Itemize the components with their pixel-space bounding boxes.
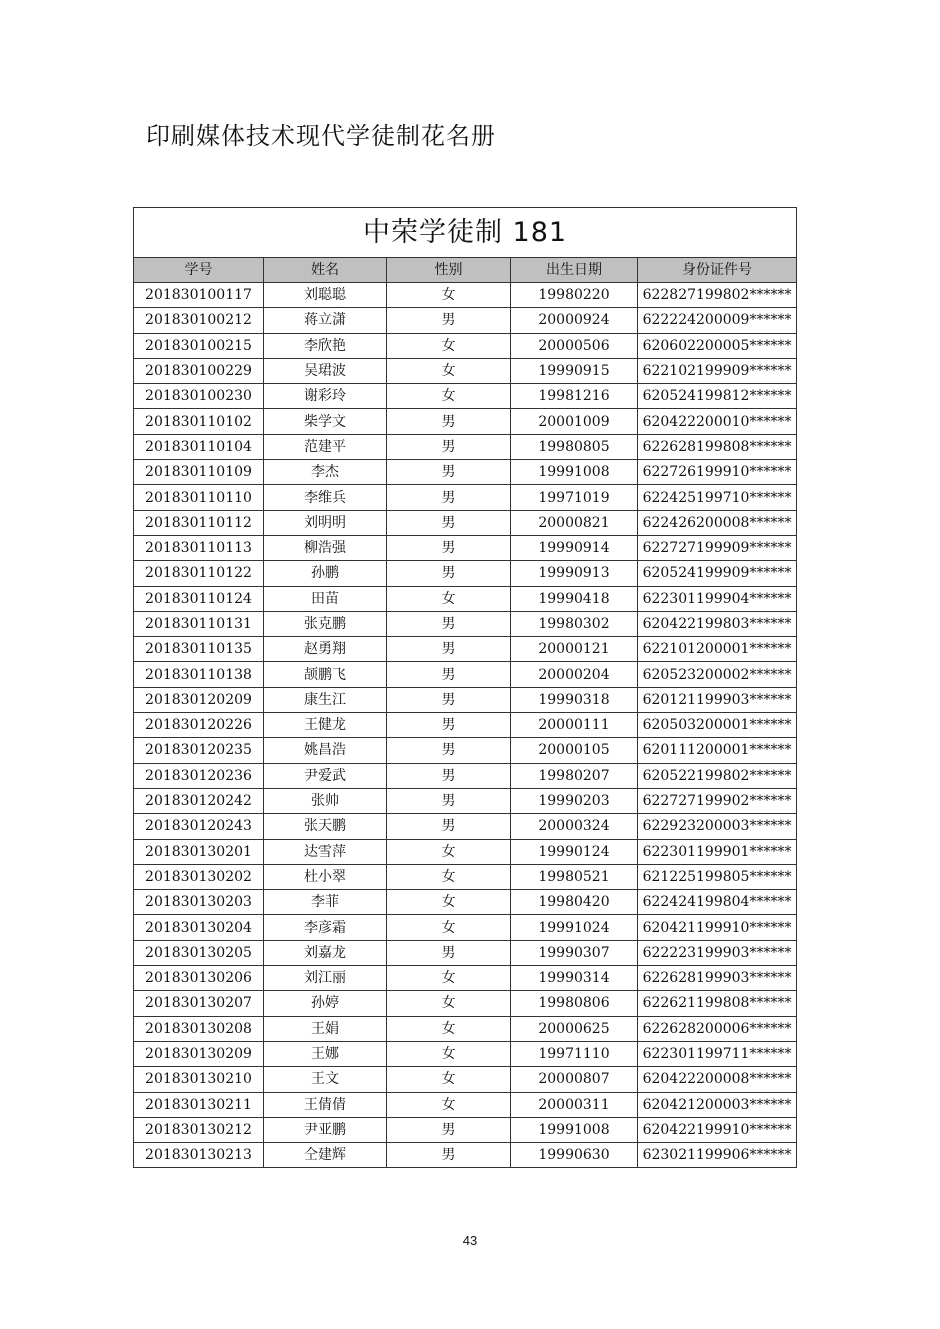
gender-cell: 男 [387, 611, 511, 636]
id-number-cell: 620524199909****** [638, 561, 797, 586]
id-number-cell: 620111200001****** [638, 738, 797, 763]
table-row [134, 358, 797, 383]
student-id-cell: 201830110113 [134, 535, 264, 560]
gender-cell: 女 [387, 1092, 511, 1117]
student-id-cell: 201830130205 [134, 940, 264, 965]
name-cell: 李杰 [264, 460, 387, 485]
id-number-cell: 622102199909****** [638, 358, 797, 383]
name-cell: 王健龙 [264, 713, 387, 738]
table-row [134, 561, 797, 586]
birth-date-cell: 20000311 [511, 1092, 638, 1117]
student-id-cell: 201830110109 [134, 460, 264, 485]
table-row [134, 586, 797, 611]
id-number-cell: 620422200008****** [638, 1067, 797, 1092]
header-gender: 性别 [387, 258, 511, 283]
table-row [134, 662, 797, 687]
gender-cell: 女 [387, 333, 511, 358]
id-number-cell: 622727199902****** [638, 788, 797, 813]
student-id-cell: 201830130207 [134, 991, 264, 1016]
gender-cell: 男 [387, 662, 511, 687]
name-cell: 孙鹏 [264, 561, 387, 586]
birth-date-cell: 19990630 [511, 1143, 638, 1168]
header-birth-date: 出生日期 [511, 258, 638, 283]
table-row [134, 485, 797, 510]
header-id-number: 身份证件号 [638, 258, 797, 283]
name-cell: 刘聪聪 [264, 283, 387, 308]
gender-cell: 男 [387, 637, 511, 662]
name-cell: 张天鹏 [264, 814, 387, 839]
name-cell: 田苗 [264, 586, 387, 611]
gender-cell: 男 [387, 434, 511, 459]
id-number-cell: 622628200006****** [638, 1016, 797, 1041]
id-number-cell: 620121199903****** [638, 687, 797, 712]
student-id-cell: 201830100117 [134, 283, 264, 308]
id-number-cell: 621225199805****** [638, 864, 797, 889]
birth-date-cell: 19980207 [511, 763, 638, 788]
id-number-cell: 620522199802****** [638, 763, 797, 788]
student-id-cell: 201830130209 [134, 1041, 264, 1066]
gender-cell: 男 [387, 687, 511, 712]
id-number-cell: 622301199904****** [638, 586, 797, 611]
table-row [134, 763, 797, 788]
id-number-cell: 620523200002****** [638, 662, 797, 687]
name-cell: 李彦霜 [264, 915, 387, 940]
student-id-cell: 201830130206 [134, 966, 264, 991]
table-row [134, 788, 797, 813]
name-cell: 柳浩强 [264, 535, 387, 560]
gender-cell: 男 [387, 460, 511, 485]
student-id-cell: 201830100215 [134, 333, 264, 358]
table-row [134, 611, 797, 636]
gender-cell: 男 [387, 763, 511, 788]
birth-date-cell: 19971019 [511, 485, 638, 510]
name-cell: 李维兵 [264, 485, 387, 510]
id-number-cell: 622727199909****** [638, 535, 797, 560]
student-id-cell: 201830130201 [134, 839, 264, 864]
birth-date-cell: 20000821 [511, 510, 638, 535]
birth-date-cell: 20000204 [511, 662, 638, 687]
table-row [134, 637, 797, 662]
name-cell: 蒋立潇 [264, 308, 387, 333]
gender-cell: 男 [387, 713, 511, 738]
birth-date-cell: 19980521 [511, 864, 638, 889]
name-cell: 柴学文 [264, 409, 387, 434]
table-header-row [134, 258, 797, 283]
name-cell: 谢彩玲 [264, 384, 387, 409]
birth-date-cell: 20000111 [511, 713, 638, 738]
table-row [134, 864, 797, 889]
birth-date-cell: 19980420 [511, 890, 638, 915]
name-cell: 赵勇翔 [264, 637, 387, 662]
table-row [134, 940, 797, 965]
birth-date-cell: 20000105 [511, 738, 638, 763]
name-cell: 吴珺波 [264, 358, 387, 383]
birth-date-cell: 20000625 [511, 1016, 638, 1041]
table-row [134, 409, 797, 434]
gender-cell: 男 [387, 940, 511, 965]
table-row [134, 991, 797, 1016]
gender-cell: 男 [387, 510, 511, 535]
table-row [134, 1143, 797, 1168]
birth-date-cell: 20000324 [511, 814, 638, 839]
gender-cell: 女 [387, 864, 511, 889]
gender-cell: 男 [387, 738, 511, 763]
birth-date-cell: 20001009 [511, 409, 638, 434]
table-row [134, 915, 797, 940]
birth-date-cell: 20000121 [511, 637, 638, 662]
name-cell: 张克鹏 [264, 611, 387, 636]
student-id-cell: 201830110112 [134, 510, 264, 535]
birth-date-cell: 19990203 [511, 788, 638, 813]
gender-cell: 男 [387, 788, 511, 813]
id-number-cell: 620602200005****** [638, 333, 797, 358]
name-cell: 仝建辉 [264, 1143, 387, 1168]
name-cell: 李菲 [264, 890, 387, 915]
gender-cell: 女 [387, 1041, 511, 1066]
table-row [134, 510, 797, 535]
table-row [134, 814, 797, 839]
table-row [134, 890, 797, 915]
student-id-cell: 201830120235 [134, 738, 264, 763]
student-id-cell: 201830130202 [134, 864, 264, 889]
gender-cell: 女 [387, 839, 511, 864]
table-row [134, 283, 797, 308]
student-id-cell: 201830120236 [134, 763, 264, 788]
table-row [134, 713, 797, 738]
id-number-cell: 620421199910****** [638, 915, 797, 940]
table-row [134, 1092, 797, 1117]
table-row [134, 1067, 797, 1092]
gender-cell: 女 [387, 915, 511, 940]
table-row [134, 308, 797, 333]
name-cell: 王娟 [264, 1016, 387, 1041]
student-id-cell: 201830130203 [134, 890, 264, 915]
page-number: 43 [462, 1233, 478, 1248]
student-id-cell: 201830110138 [134, 662, 264, 687]
birth-date-cell: 19980805 [511, 434, 638, 459]
gender-cell: 女 [387, 991, 511, 1016]
birth-date-cell: 19990318 [511, 687, 638, 712]
table-body [134, 283, 797, 1168]
table-row [134, 333, 797, 358]
id-number-cell: 620421200003****** [638, 1092, 797, 1117]
student-id-cell: 201830110131 [134, 611, 264, 636]
id-number-cell: 620422199803****** [638, 611, 797, 636]
student-id-cell: 201830110102 [134, 409, 264, 434]
table-caption: 中荣学徒制 181 [134, 208, 797, 258]
name-cell: 张帅 [264, 788, 387, 813]
table-row [134, 1117, 797, 1142]
id-number-cell: 622628199903****** [638, 966, 797, 991]
name-cell: 姚昌浩 [264, 738, 387, 763]
id-number-cell: 622923200003****** [638, 814, 797, 839]
id-number-cell: 622101200001****** [638, 637, 797, 662]
name-cell: 刘江丽 [264, 966, 387, 991]
id-number-cell: 622301199901****** [638, 839, 797, 864]
birth-date-cell: 19991024 [511, 915, 638, 940]
id-number-cell: 622224200009****** [638, 308, 797, 333]
id-number-cell: 623021199906****** [638, 1143, 797, 1168]
birth-date-cell: 20000807 [511, 1067, 638, 1092]
document-title: 印刷媒体技术现代学徒制花名册 [146, 122, 496, 150]
id-number-cell: 622425199710****** [638, 485, 797, 510]
name-cell: 达雪萍 [264, 839, 387, 864]
id-number-cell: 622426200008****** [638, 510, 797, 535]
table-row [134, 1041, 797, 1066]
gender-cell: 男 [387, 1117, 511, 1142]
name-cell: 王文 [264, 1067, 387, 1092]
name-cell: 李欣艳 [264, 333, 387, 358]
table-row [134, 738, 797, 763]
gender-cell: 男 [387, 308, 511, 333]
birth-date-cell: 19990307 [511, 940, 638, 965]
table-row [134, 384, 797, 409]
birth-date-cell: 19990314 [511, 966, 638, 991]
birth-date-cell: 19991008 [511, 460, 638, 485]
name-cell: 王娜 [264, 1041, 387, 1066]
student-id-cell: 201830110122 [134, 561, 264, 586]
birth-date-cell: 19980220 [511, 283, 638, 308]
gender-cell: 女 [387, 890, 511, 915]
id-number-cell: 622726199910****** [638, 460, 797, 485]
gender-cell: 女 [387, 1067, 511, 1092]
name-cell: 颉鹏飞 [264, 662, 387, 687]
id-number-cell: 620422200010****** [638, 409, 797, 434]
student-id-cell: 201830120242 [134, 788, 264, 813]
birth-date-cell: 20000924 [511, 308, 638, 333]
id-number-cell: 622223199903****** [638, 940, 797, 965]
name-cell: 刘明明 [264, 510, 387, 535]
birth-date-cell: 19971110 [511, 1041, 638, 1066]
student-id-cell: 201830130208 [134, 1016, 264, 1041]
header-student-id: 学号 [134, 258, 264, 283]
student-id-cell: 201830110135 [134, 637, 264, 662]
birth-date-cell: 19980302 [511, 611, 638, 636]
table-row [134, 535, 797, 560]
name-cell: 尹爱武 [264, 763, 387, 788]
name-cell: 康生江 [264, 687, 387, 712]
student-id-cell: 201830130204 [134, 915, 264, 940]
student-id-cell: 201830100230 [134, 384, 264, 409]
id-number-cell: 622424199804****** [638, 890, 797, 915]
student-id-cell: 201830100229 [134, 358, 264, 383]
id-number-cell: 622628199808****** [638, 434, 797, 459]
table-row [134, 1016, 797, 1041]
student-id-cell: 201830130211 [134, 1092, 264, 1117]
gender-cell: 女 [387, 1016, 511, 1041]
gender-cell: 女 [387, 283, 511, 308]
student-id-cell: 201830120243 [134, 814, 264, 839]
gender-cell: 男 [387, 409, 511, 434]
gender-cell: 男 [387, 1143, 511, 1168]
student-id-cell: 201830110110 [134, 485, 264, 510]
name-cell: 王倩倩 [264, 1092, 387, 1117]
id-number-cell: 622621199808****** [638, 991, 797, 1016]
birth-date-cell: 19990418 [511, 586, 638, 611]
table-row [134, 687, 797, 712]
birth-date-cell: 20000506 [511, 333, 638, 358]
birth-date-cell: 19991008 [511, 1117, 638, 1142]
gender-cell: 女 [387, 384, 511, 409]
birth-date-cell: 19990915 [511, 358, 638, 383]
roster-table [133, 207, 797, 1168]
gender-cell: 女 [387, 358, 511, 383]
gender-cell: 男 [387, 535, 511, 560]
id-number-cell: 620524199812****** [638, 384, 797, 409]
birth-date-cell: 19980806 [511, 991, 638, 1016]
table-row [134, 966, 797, 991]
student-id-cell: 201830110104 [134, 434, 264, 459]
gender-cell: 男 [387, 485, 511, 510]
student-id-cell: 201830110124 [134, 586, 264, 611]
gender-cell: 女 [387, 966, 511, 991]
id-number-cell: 622827199802****** [638, 283, 797, 308]
birth-date-cell: 19990914 [511, 535, 638, 560]
name-cell: 刘嘉龙 [264, 940, 387, 965]
student-id-cell: 201830130212 [134, 1117, 264, 1142]
table-row [134, 460, 797, 485]
gender-cell: 男 [387, 814, 511, 839]
name-cell: 范建平 [264, 434, 387, 459]
header-name: 姓名 [264, 258, 387, 283]
name-cell: 尹亚鹏 [264, 1117, 387, 1142]
student-id-cell: 201830120226 [134, 713, 264, 738]
table-row [134, 434, 797, 459]
gender-cell: 男 [387, 561, 511, 586]
name-cell: 孙婷 [264, 991, 387, 1016]
table-row [134, 839, 797, 864]
student-id-cell: 201830130213 [134, 1143, 264, 1168]
student-id-cell: 201830100212 [134, 308, 264, 333]
student-id-cell: 201830120209 [134, 687, 264, 712]
birth-date-cell: 19990124 [511, 839, 638, 864]
name-cell: 杜小翠 [264, 864, 387, 889]
birth-date-cell: 19990913 [511, 561, 638, 586]
student-id-cell: 201830130210 [134, 1067, 264, 1092]
birth-date-cell: 19981216 [511, 384, 638, 409]
id-number-cell: 620422199910****** [638, 1117, 797, 1142]
gender-cell: 女 [387, 586, 511, 611]
id-number-cell: 620503200001****** [638, 713, 797, 738]
id-number-cell: 622301199711****** [638, 1041, 797, 1066]
